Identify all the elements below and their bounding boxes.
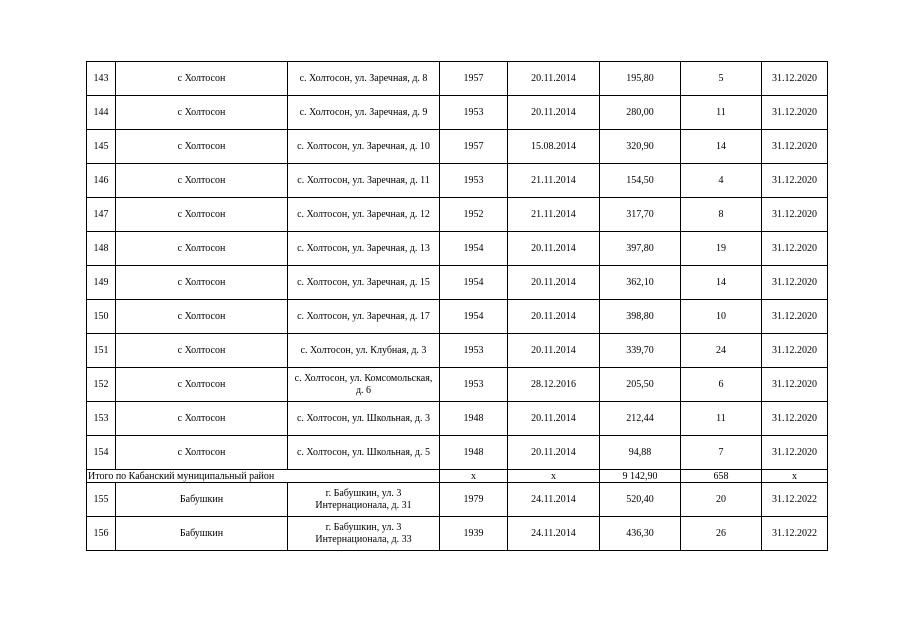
survey-date-cell: 24.11.2014	[508, 517, 600, 551]
address-cell: г. Бабушкин, ул. 3 Интернационала, д. 33	[288, 517, 440, 551]
area-cell: 317,70	[600, 198, 681, 232]
deadline-cell: 31.12.2020	[762, 198, 828, 232]
survey-date-cell: 20.11.2014	[508, 402, 600, 436]
residents-cell: 20	[681, 483, 762, 517]
year-cell: 1952	[440, 198, 508, 232]
area-cell: 397,80	[600, 232, 681, 266]
area-cell: 212,44	[600, 402, 681, 436]
address-cell: с. Холтосон, ул. Школьная, д. 5	[288, 436, 440, 470]
survey-date-cell: 21.11.2014	[508, 198, 600, 232]
survey-date-cell: 20.11.2014	[508, 300, 600, 334]
table-body	[87, 62, 828, 551]
survey-date-cell: 20.11.2014	[508, 96, 600, 130]
residents-cell: 6	[681, 368, 762, 402]
locality-cell: с Холтосон	[116, 164, 288, 198]
table-row	[87, 198, 828, 232]
address-cell: с. Холтосон, ул. Заречная, д. 17	[288, 300, 440, 334]
year-cell: 1979	[440, 483, 508, 517]
address-cell: с. Холтосон, ул. Комсомольская, д. 6	[288, 368, 440, 402]
year-cell: 1953	[440, 164, 508, 198]
locality-cell: Бабушкин	[116, 517, 288, 551]
survey-date-cell: 20.11.2014	[508, 232, 600, 266]
locality-cell: с Холтосон	[116, 402, 288, 436]
total-row	[87, 470, 828, 483]
row-number-cell: 150	[87, 300, 116, 334]
year-cell: 1948	[440, 402, 508, 436]
survey-date-cell: 20.11.2014	[508, 266, 600, 300]
year-cell: 1953	[440, 334, 508, 368]
residents-cell: 10	[681, 300, 762, 334]
locality-cell: с Холтосон	[116, 300, 288, 334]
total-label: Итого по Кабанский муниципальный район	[87, 470, 440, 483]
row-number-cell: 145	[87, 130, 116, 164]
deadline-cell: 31.12.2020	[762, 368, 828, 402]
year-cell: 1939	[440, 517, 508, 551]
table-row	[87, 130, 828, 164]
row-number-cell: 143	[87, 62, 116, 96]
survey-date-cell: 20.11.2014	[508, 334, 600, 368]
residents-cell: 14	[681, 130, 762, 164]
table-row	[87, 96, 828, 130]
area-cell: 339,70	[600, 334, 681, 368]
address-cell: с. Холтосон, ул. Заречная, д. 15	[288, 266, 440, 300]
year-cell: 1954	[440, 300, 508, 334]
year-cell: 1954	[440, 232, 508, 266]
address-cell: с. Холтосон, ул. Заречная, д. 8	[288, 62, 440, 96]
year-cell: 1954	[440, 266, 508, 300]
area-cell: 154,50	[600, 164, 681, 198]
table-row	[87, 266, 828, 300]
address-cell: с. Холтосон, ул. Заречная, д. 13	[288, 232, 440, 266]
address-cell: г. Бабушкин, ул. 3 Интернационала, д. 31	[288, 483, 440, 517]
row-number-cell: 151	[87, 334, 116, 368]
area-cell: 280,00	[600, 96, 681, 130]
table-row	[87, 232, 828, 266]
locality-cell: с Холтосон	[116, 96, 288, 130]
locality-cell: с Холтосон	[116, 368, 288, 402]
locality-cell: с Холтосон	[116, 62, 288, 96]
total-area-cell: 9 142,90	[600, 470, 681, 483]
deadline-cell: 31.12.2020	[762, 300, 828, 334]
row-number-cell: 148	[87, 232, 116, 266]
row-number-cell: 147	[87, 198, 116, 232]
address-cell: с. Холтосон, ул. Школьная, д. 3	[288, 402, 440, 436]
residents-cell: 4	[681, 164, 762, 198]
survey-date-cell: 21.11.2014	[508, 164, 600, 198]
survey-date-cell: 24.11.2014	[508, 483, 600, 517]
row-number-cell: 156	[87, 517, 116, 551]
year-cell: 1957	[440, 62, 508, 96]
total-deadline-cell: x	[762, 470, 828, 483]
locality-cell: с Холтосон	[116, 266, 288, 300]
total-date-cell: x	[508, 470, 600, 483]
deadline-cell: 31.12.2022	[762, 483, 828, 517]
residents-cell: 14	[681, 266, 762, 300]
residents-cell: 8	[681, 198, 762, 232]
survey-date-cell: 20.11.2014	[508, 436, 600, 470]
address-cell: с. Холтосон, ул. Заречная, д. 12	[288, 198, 440, 232]
table-row	[87, 483, 828, 517]
survey-date-cell: 15.08.2014	[508, 130, 600, 164]
area-cell: 195,80	[600, 62, 681, 96]
year-cell: 1953	[440, 96, 508, 130]
deadline-cell: 31.12.2020	[762, 96, 828, 130]
area-cell: 362,10	[600, 266, 681, 300]
address-cell: с. Холтосон, ул. Заречная, д. 11	[288, 164, 440, 198]
residents-cell: 11	[681, 96, 762, 130]
residents-cell: 5	[681, 62, 762, 96]
row-number-cell: 152	[87, 368, 116, 402]
area-cell: 320,90	[600, 130, 681, 164]
area-cell: 398,80	[600, 300, 681, 334]
total-year-cell: x	[440, 470, 508, 483]
address-cell: с. Холтосон, ул. Заречная, д. 9	[288, 96, 440, 130]
deadline-cell: 31.12.2020	[762, 62, 828, 96]
total-residents-cell: 658	[681, 470, 762, 483]
residents-cell: 19	[681, 232, 762, 266]
table-row	[87, 402, 828, 436]
table-row	[87, 164, 828, 198]
deadline-cell: 31.12.2020	[762, 164, 828, 198]
residents-cell: 24	[681, 334, 762, 368]
table-row	[87, 62, 828, 96]
locality-cell: с Холтосон	[116, 130, 288, 164]
table-row	[87, 436, 828, 470]
table-row	[87, 517, 828, 551]
deadline-cell: 31.12.2020	[762, 402, 828, 436]
address-cell: с. Холтосон, ул. Клубная, д. 3	[288, 334, 440, 368]
area-cell: 520,40	[600, 483, 681, 517]
area-cell: 94,88	[600, 436, 681, 470]
table-row	[87, 300, 828, 334]
locality-cell: с Холтосон	[116, 232, 288, 266]
row-number-cell: 153	[87, 402, 116, 436]
table-row	[87, 368, 828, 402]
row-number-cell: 146	[87, 164, 116, 198]
locality-cell: с Холтосон	[116, 334, 288, 368]
year-cell: 1957	[440, 130, 508, 164]
deadline-cell: 31.12.2022	[762, 517, 828, 551]
table-row	[87, 334, 828, 368]
deadline-cell: 31.12.2020	[762, 130, 828, 164]
deadline-cell: 31.12.2020	[762, 436, 828, 470]
year-cell: 1953	[440, 368, 508, 402]
row-number-cell: 154	[87, 436, 116, 470]
housing-table	[86, 61, 828, 551]
area-cell: 205,50	[600, 368, 681, 402]
area-cell: 436,30	[600, 517, 681, 551]
residents-cell: 7	[681, 436, 762, 470]
locality-cell: с Холтосон	[116, 198, 288, 232]
residents-cell: 26	[681, 517, 762, 551]
row-number-cell: 155	[87, 483, 116, 517]
deadline-cell: 31.12.2020	[762, 334, 828, 368]
survey-date-cell: 20.11.2014	[508, 62, 600, 96]
row-number-cell: 149	[87, 266, 116, 300]
deadline-cell: 31.12.2020	[762, 266, 828, 300]
deadline-cell: 31.12.2020	[762, 232, 828, 266]
row-number-cell: 144	[87, 96, 116, 130]
address-cell: с. Холтосон, ул. Заречная, д. 10	[288, 130, 440, 164]
locality-cell: с Холтосон	[116, 436, 288, 470]
survey-date-cell: 28.12.2016	[508, 368, 600, 402]
locality-cell: Бабушкин	[116, 483, 288, 517]
residents-cell: 11	[681, 402, 762, 436]
year-cell: 1948	[440, 436, 508, 470]
